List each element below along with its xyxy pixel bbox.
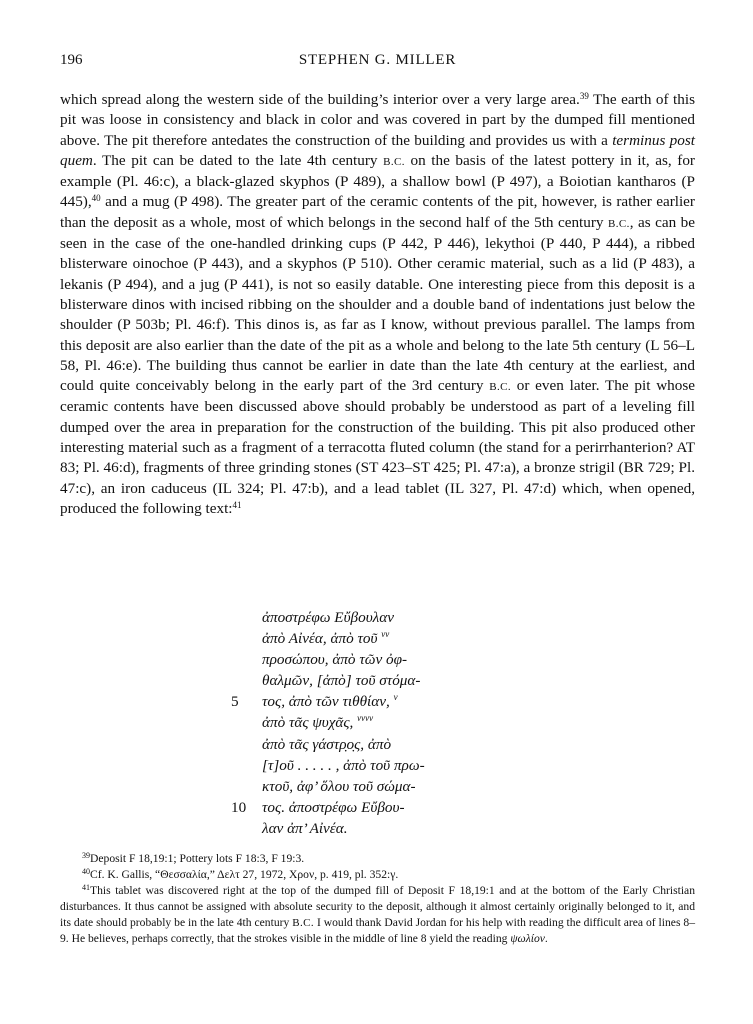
footnote-text: This tablet was discovered right at the top of the dumped fill of Deposit F 18,19:1 and at the bottom of the Early Christian disturbances. It thus cannot be assigned with absolute security to the deposit, although it almost certainly originally belonged to it, and its date should probably be in the late 4th century	[60, 884, 695, 929]
footnote-number: 39	[82, 851, 90, 860]
body-paragraph	[60, 90, 695, 519]
footnote-number: 40	[82, 867, 90, 876]
inscription-line	[226, 607, 526, 628]
era-abbrev: B.C.	[489, 381, 512, 394]
footnote-41	[60, 883, 695, 947]
inscription-text: [τ]οῦ . . . . . , ἀπὸ τοῦ πρω-	[262, 756, 425, 774]
inscription-text: ἀποστρέφω Εὔβουλαν	[262, 609, 394, 626]
page-number: 196	[60, 52, 83, 68]
body-text-run: The earth of this pit was loose in consistency and black in color and was covered in part by the dumped fill mentioned above. The pit therefore antedates the construction of the building and provides us with a	[60, 91, 695, 149]
body-text-run: , as can be seen in the case of the one-handled drinking cups (P 442, P 446), lekythoi (P 440, P 444), a ribbed blisterware oinochoe (P 443), and a skyphos (P 510). Other ceramic material, such as a lid (P 483), a lekanis (P 494), and a jug (P 441), is not so easily datable. One interesting piece from this deposit is a blisterware dinos with incised ribbing on the shoulder and a double band of indentations just below the shoulder (P 503b; Pl. 46:f). This dinos is, as far as I know, without previous parallel. The lamps from this deposit are also earlier than the date of the pit as a whole and belong to the late 5th century (L 56–L 58, Pl. 46:e). The building thus cannot be earlier in date than the late 4th century at the earliest, and could quite conceivably belong in the early part of the 3rd century	[60, 213, 695, 395]
footnote-ref-40: 40	[91, 193, 101, 204]
inscription-text: λαν ἀπ’ Αἰνέα.	[262, 819, 348, 837]
inscription-line	[226, 670, 526, 691]
greek-reading: ψωλίον	[510, 932, 545, 945]
era-abbrev: B.C.	[292, 917, 314, 929]
line-number: 5	[231, 693, 239, 711]
inscription-text: ἀπὸ τᾶς ψυχᾶς,	[262, 714, 354, 732]
footnote-ref-39: 39	[579, 91, 589, 101]
footnote-number: 41	[82, 883, 90, 892]
footnote-text: .	[544, 932, 548, 945]
inscription-text: τος, ἀπὸ τῶν τιθθίαν,	[262, 693, 390, 711]
inscription-line	[226, 755, 526, 776]
era-abbrev: B.C.	[383, 155, 405, 168]
vacat-mark: vv	[381, 629, 390, 640]
inscription-text: ἀπὸ τᾶς γάστρ̣ο̣ς, ἀπὸ	[262, 735, 392, 753]
footnote-ref-41: 41	[232, 499, 242, 510]
footnote-40	[60, 867, 695, 883]
body-text-run: or even later. The pit whose ceramic contents have been discussed above should probably be understood as part of a leveling fill dumped over the area in preparation for the construction of the building. This pit also produced other interesting material such as a fragment of a terracotta fluted column (the stand for a perirrhanterion? AT 83; Pl. 46:d), fragments of three grinding stones (ST 423–ST 425; Pl. 47:a), a bronze strigil (BR 729; Pl. 47:c), an iron caduceus (IL 324; Pl. 47:b), and a lead tablet (IL 327, Pl. 47:d) which, when opened, produced the following text:	[60, 377, 695, 517]
page-header	[60, 52, 695, 74]
inscription-line	[226, 776, 526, 797]
line-number: 10	[231, 798, 247, 816]
inscription-line	[226, 628, 526, 649]
era-abbrev: B.C.	[607, 217, 630, 230]
inscription-line	[226, 712, 526, 733]
inscription-text: κτοῦ, ἀφ’ ὅλου τοῦ σώμα-	[262, 777, 416, 795]
inscription-line	[226, 649, 526, 670]
body-text-run: on the basis of the latest pottery in it, as, for example (Pl. 46:c), a black-glazed skyphos (P 489), a shallow bowl (P 497), a Boiotian kantharos (P 445),	[60, 151, 695, 211]
term-terminus-post-quem: terminus post quem	[60, 131, 695, 169]
inscription-text: τος. ἀποστρέφω Εὔβου-	[262, 798, 405, 816]
footnote-text: Deposit F 18,19:1; Pottery lots F 18:3, F 19:3.	[90, 852, 305, 865]
inscription-text: θαλμῶν, [ἀπὸ] τοῦ στόμα-	[262, 672, 421, 690]
vacat-mark: v	[393, 692, 398, 703]
body-text-run: . The pit can be dated to the late 4th century	[92, 151, 384, 169]
inscription-text: ἀπὸ Αἰνέα, ἀπὸ τοῦ	[262, 630, 378, 648]
footnote-39	[60, 851, 695, 867]
inscription-text: προσώπου, ἀπὸ τῶν ὀφ-	[262, 651, 408, 669]
body-text-run: which spread along the western side of the building’s interior over a very large area.	[60, 91, 580, 108]
running-head: STEPHEN G. MILLER	[298, 52, 457, 68]
body-text-run: and a mug (P 498). The greater part of the ceramic contents of the pit, however, is rather earlier than the deposit as a whole, most of which belongs in the second half of the 5th century	[60, 193, 695, 231]
inscription-line	[226, 691, 526, 712]
greek-inscription	[226, 607, 526, 839]
inscription-line	[226, 797, 526, 818]
footnote-text: Cf. K. Gallis, “Θεσσαλία,” Δελτ 27, 1972, Χρον, p. 419, pl. 352:γ.	[90, 868, 399, 881]
vacat-mark: vvvv	[357, 713, 374, 724]
inscription-line	[226, 818, 526, 839]
footnotes	[60, 851, 695, 947]
footnote-text: I would thank David Jordan for his help with reading the difficult area of lines 8–9. He believes, perhaps correctly, that the strokes visible in the middle of line 8 yield the reading	[60, 916, 695, 945]
inscription-line	[226, 734, 526, 755]
